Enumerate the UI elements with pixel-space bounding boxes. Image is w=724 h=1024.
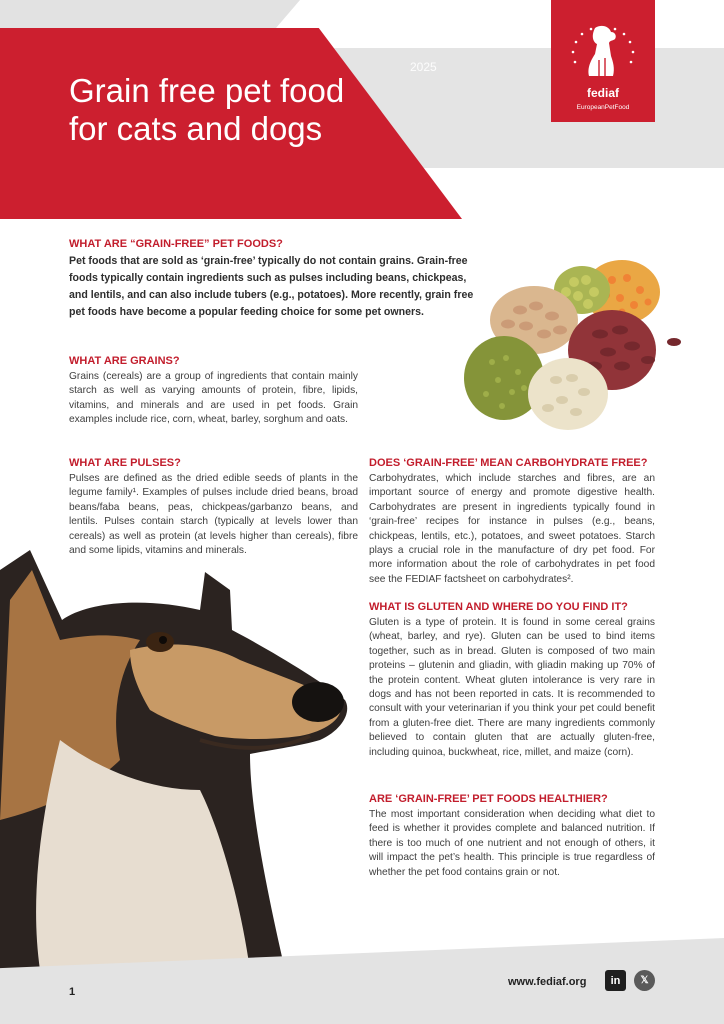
website-link[interactable]: www.fediaf.org: [508, 976, 587, 988]
page-number: 1: [69, 986, 76, 998]
section-heading: WHAT ARE PULSES?: [69, 457, 181, 469]
section-gluten: [369, 601, 655, 760]
dog-photo: [0, 540, 360, 970]
section-heading: DOES ‘GRAIN-FREE’ MEAN CARBOHYDRATE FREE?: [369, 457, 648, 469]
section-heading: WHAT ARE GRAINS?: [69, 355, 180, 367]
linkedin-icon[interactable]: in: [605, 970, 626, 991]
year-label: 2025: [410, 60, 437, 74]
section-body: The most important consideration when deciding what diet to feed is whether it provides complete and balanced nutrition. If there is too much of one nutrient and not enough of others, it will impact the pet’s health. This principle is true regardless of whether the pet food contains grain or not.: [369, 809, 655, 878]
section-healthier: [369, 793, 655, 880]
logo-tagline: EuropeanPetFood: [576, 104, 630, 111]
section-grain-free: [69, 238, 479, 321]
page-title: Grain free pet food for cats and dogs: [69, 72, 345, 147]
pulses-grains-image: [462, 250, 692, 440]
section-body: Carbohydrates, which include starches and fibres, are an important source of energy and promote digestive health. Carbohydrates are present in ingredients typically found in ‘grain-free’ recipes for instance in pulses (e.g., beans, chickpeas, lentils, etc.), potatoes, and sweet potatoes. Starch plays a crucial role in the manufacture of dry pet food. For more information about the role of carbohydrates in pet food see the FEDIAF factsheet on carbohydrates².: [369, 473, 655, 585]
section-heading: WHAT IS GLUTEN AND WHERE DO YOU FIND IT?: [369, 601, 628, 613]
section-body: Pulses are defined as the dried edible seeds of plants in the legume family¹. Examples of pulses include dried beans, broad beans/faba beans, peas, chickpeas/garbanzo beans, and lentils. Pulses contain starch (typically at levels lower than cereals) as well as protein (at levels higher than cereals), fibre and some lipids, vitamins and minerals.: [69, 473, 358, 557]
x-icon[interactable]: 𝕏: [634, 970, 655, 991]
fediaf-logo[interactable]: [551, 0, 655, 122]
section-grains: [69, 355, 358, 428]
logo-wordmark: fediaf: [586, 86, 619, 100]
section-body: Grains (cereals) are a group of ingredients that contain mainly starch as well as varying amounts of protein, fibre, lipids, vitamins, and minerals and are used in pet foods. Grain examples include rice, corn, wheat, barley, sorghum and oats.: [69, 371, 358, 426]
header-grey-strip: [0, 0, 300, 28]
dog-logo-icon: [565, 22, 641, 84]
section-body: Pet foods that are sold as ‘grain-free’ typically do not contain grains. Grain-free foods typically contain ingredients such as pulses including beans, chickpeas, and lentils, and can also include tubers (e.g., potatoes). More recently, grain free pet foods have become a popular feeding choice for some pet owners.: [69, 255, 474, 318]
section-heading: WHAT ARE “GRAIN-FREE” PET FOODS?: [69, 238, 283, 250]
section-body: Gluten is a type of protein. It is found in some cereal grains (wheat, barley, and rye). Gluten can be used to bind items together, such as in bread. Gluten is composed of two main proteins – glutenin and gliadin, with gliadin making up 70% of the protein content. Wheat gluten intolerance is very rare in dogs and has not been reported in cats. It is recommended to consult with your veterinarian if you think your pet could benefit from a gluten-free diet. There are many ingredients commonly believed to contain gluten that are actually gluten-free, including quinoa, buckwheat, rice, millet, and maize (corn).: [369, 617, 655, 758]
section-carbohydrates: [369, 457, 655, 587]
section-heading: ARE ‘GRAIN-FREE’ PET FOODS HEALTHIER?: [369, 793, 608, 805]
